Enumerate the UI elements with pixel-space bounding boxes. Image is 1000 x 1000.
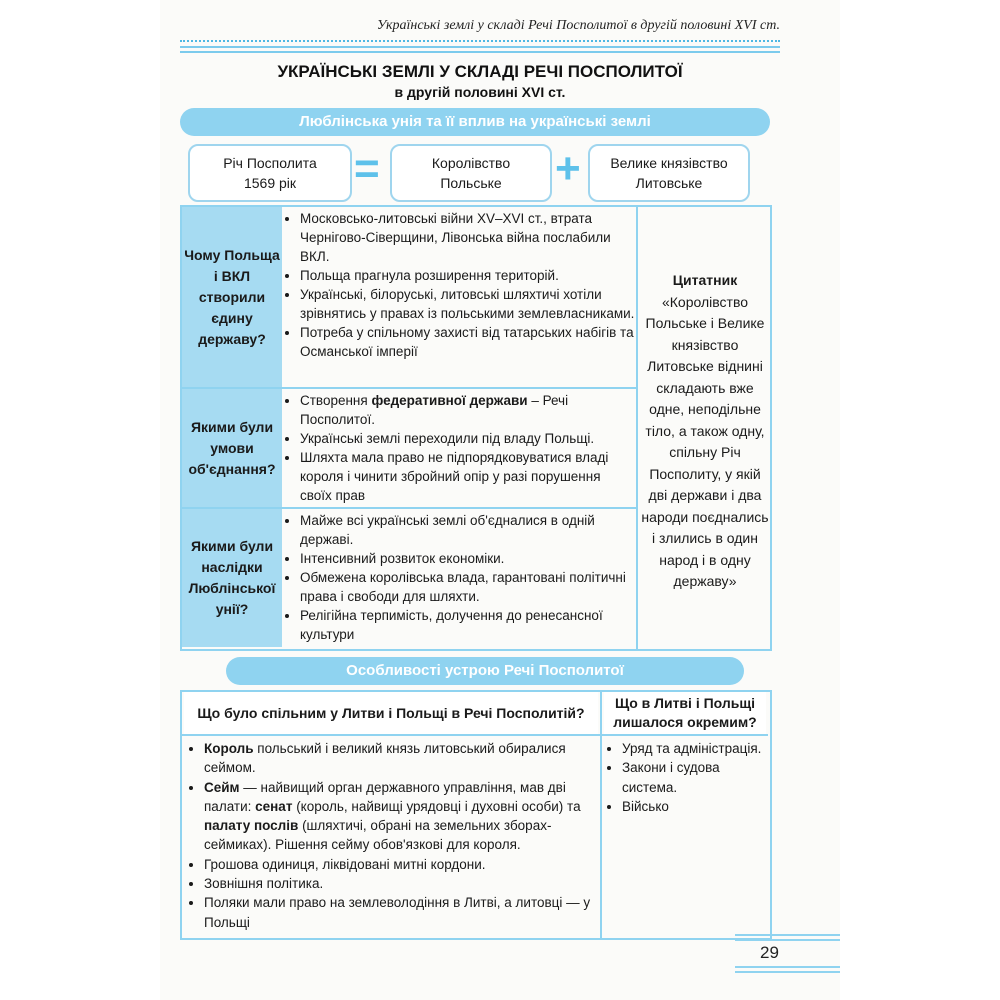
page-title: УКРАЇНСЬКІ ЗЕМЛІ У СКЛАДІ РЕЧІ ПОСПОЛИТОЇ (277, 62, 683, 81)
page-subtitle: в другій половині XVI ст. (394, 84, 566, 100)
list-item: • Майже всі українські землі об'єдналися в одній державі. (300, 511, 636, 549)
list-item: • Закони і судова система. (622, 758, 764, 797)
separate-column-header: Що в Литві і Польщі лишалося окремим? (604, 692, 766, 734)
senate-term: сенат (255, 798, 293, 814)
text-span: (король, найвищі урядовці і духовні особи) та (292, 798, 581, 814)
quote-box (640, 270, 770, 593)
common-features-list (190, 739, 596, 932)
text-span: — найвищий орган державного управління, мав дві палати: (204, 779, 566, 814)
list-item: • Зовнішня політика. (204, 874, 596, 893)
header-rule-bars (180, 46, 780, 56)
list-item: • Українські землі переходили під владу Польщі. (300, 429, 636, 448)
answers-conditions (284, 391, 636, 505)
table-column-divider (600, 690, 602, 938)
list-item: • Грошова одиниця, ліквідовані митні кордони. (204, 855, 596, 874)
list-item: • Шляхта мала право не підпорядковуватися владі короля і чинити збройний опір у разі порушення своїх прав (300, 448, 636, 505)
list-item: • Потреба у спільному захисті від татарських набігів та Османської імперії (300, 323, 636, 361)
common-column-header: Що було спільним у Литви і Польщі в Речі Посполитій? (184, 692, 598, 734)
sejm-term: Сейм (204, 779, 240, 795)
rich-pospolyta-box (188, 144, 352, 202)
list-item: • Українські, білоруські, литовські шляхтичі хотіли зрівнятись у правах із польськими землевласниками. (300, 285, 636, 323)
grand-duchy-box (588, 144, 750, 202)
kingdom-poland-line1: Королівство (431, 155, 511, 171)
question-conditions: Якими були умови об'єднання? (182, 389, 282, 507)
list-item: • Інтенсивний розвиток економіки. (300, 549, 636, 568)
list-item: • Поляки мали право на землеволодіння в Литві, а литовці — у Польщі (204, 893, 596, 932)
list-item (204, 778, 596, 855)
list-item (204, 739, 596, 778)
federal-state-term: федеративної держави (371, 393, 528, 408)
row-divider (182, 507, 636, 509)
section-banner-lublin-union: Люблінська унія та її вплив на українські землі (180, 108, 770, 136)
grand-duchy-line1: Велике князівство (610, 155, 728, 171)
king-term: Король (204, 741, 254, 756)
running-head: Українські землі у складі Речі Посполитої в другій половині XVI ст. (376, 18, 780, 33)
list-item: • Польща прагнула розширення територій. (300, 266, 636, 285)
question-consequences: Якими були наслідки Люблінської унії? (182, 509, 282, 647)
list-item: • Уряд та адміністрація. (622, 739, 764, 758)
table-column-divider (636, 205, 638, 649)
header-dotted-rule (180, 40, 780, 42)
rich-pospolyta-label: Річ Посполита (223, 155, 317, 171)
quote-text: «Королівство Польське і Велике князівство Литовське віднині складають вже одне, неподільне тіло, а також одну, спільну Річ Посполиту, у якій дві держави і два народи поєднались і злились в один народ і в одну державу» (641, 293, 769, 589)
chamber-of-deputies-term: палату послів (204, 818, 299, 834)
kingdom-poland-box (390, 144, 552, 202)
plus-sign: + (555, 144, 581, 193)
list-item: • Релігійна терпимість, долучення до ренесансної культури (300, 606, 636, 644)
row-divider (182, 387, 636, 389)
page-number-rule-top (735, 934, 840, 944)
text-span: – Речі Посполитої. (300, 393, 569, 427)
section-banner-structure: Особливості устрою Речі Посполитої (226, 657, 744, 685)
grand-duchy-line2: Литовське (635, 175, 703, 191)
answers-why-unite (284, 209, 636, 361)
equals-sign: = (354, 144, 380, 193)
rich-pospolyta-year: 1569 рік (243, 175, 297, 191)
text-span: польський і великий князь литовський обиралися сеймом. (204, 741, 566, 776)
list-item (300, 391, 636, 429)
text-span: (шляхтичі, обрані на земельних зборах-сеймиках). Рішення сейму обов'язкові для короля. (204, 818, 552, 853)
kingdom-poland-line2: Польське (440, 175, 502, 191)
quote-heading: Цитатник (672, 272, 738, 288)
separate-features-list (608, 739, 764, 816)
header-divider (182, 734, 768, 736)
list-item: • Військо (622, 797, 764, 816)
question-why-unite: Чому Польща і ВКЛ створили єдину державу? (182, 207, 282, 387)
list-item: • Московсько-литовські війни XV–XVI ст., втрата Чернігово-Сіверщини, Лівонська війна послабили ВКЛ. (300, 209, 636, 266)
list-item: • Обмежена королівська влада, гарантовані політичні права і свободи для шляхти. (300, 568, 636, 606)
page-number: 29 (760, 943, 779, 962)
answers-consequences (284, 511, 636, 644)
text-span: Створення (300, 393, 372, 408)
page-number-rule-bottom (735, 966, 840, 976)
